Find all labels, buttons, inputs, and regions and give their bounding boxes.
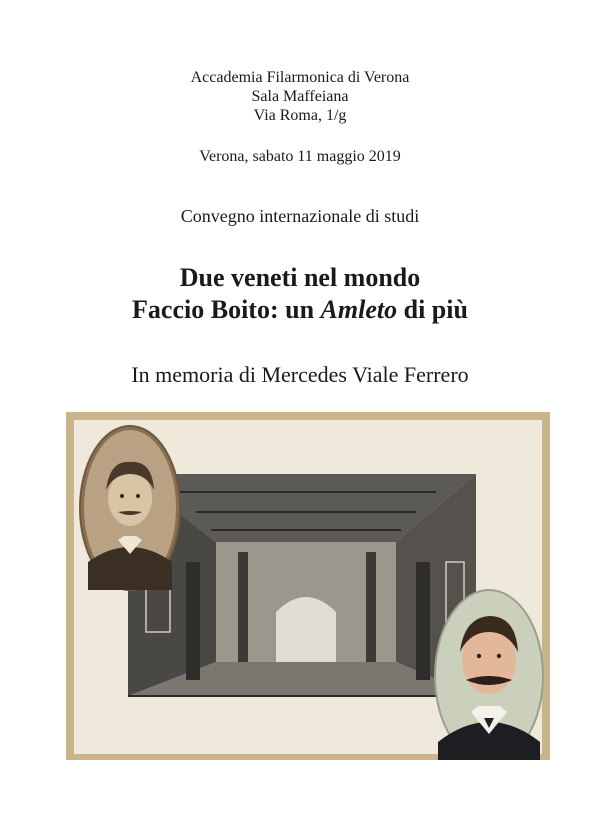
venue-address: Via Roma, 1/g: [253, 107, 347, 124]
venue-hall: Sala Maffeiana: [251, 88, 349, 105]
title-line-2-suffix: di più: [397, 295, 468, 324]
cover-illustration: [66, 412, 550, 760]
portrait-boito-icon: [435, 590, 543, 760]
title-line-1: Due veneti nel mondo: [179, 263, 421, 292]
page-title: [0, 262, 600, 326]
venue-block: [0, 68, 600, 125]
event-type: Convegno internazionale di studi: [180, 206, 420, 226]
title-line-2-prefix: Faccio Boito: un: [132, 295, 321, 324]
event-date: Verona, sabato 11 maggio 2019: [199, 148, 401, 165]
title-line-2-italic: Amleto: [320, 295, 398, 324]
portrait-faccio-icon: [80, 426, 180, 590]
dedication: In memoria di Mercedes Viale Ferrero: [131, 362, 469, 387]
title-line-2: [0, 294, 600, 326]
venue-name: Accademia Filarmonica di Verona: [190, 69, 410, 86]
